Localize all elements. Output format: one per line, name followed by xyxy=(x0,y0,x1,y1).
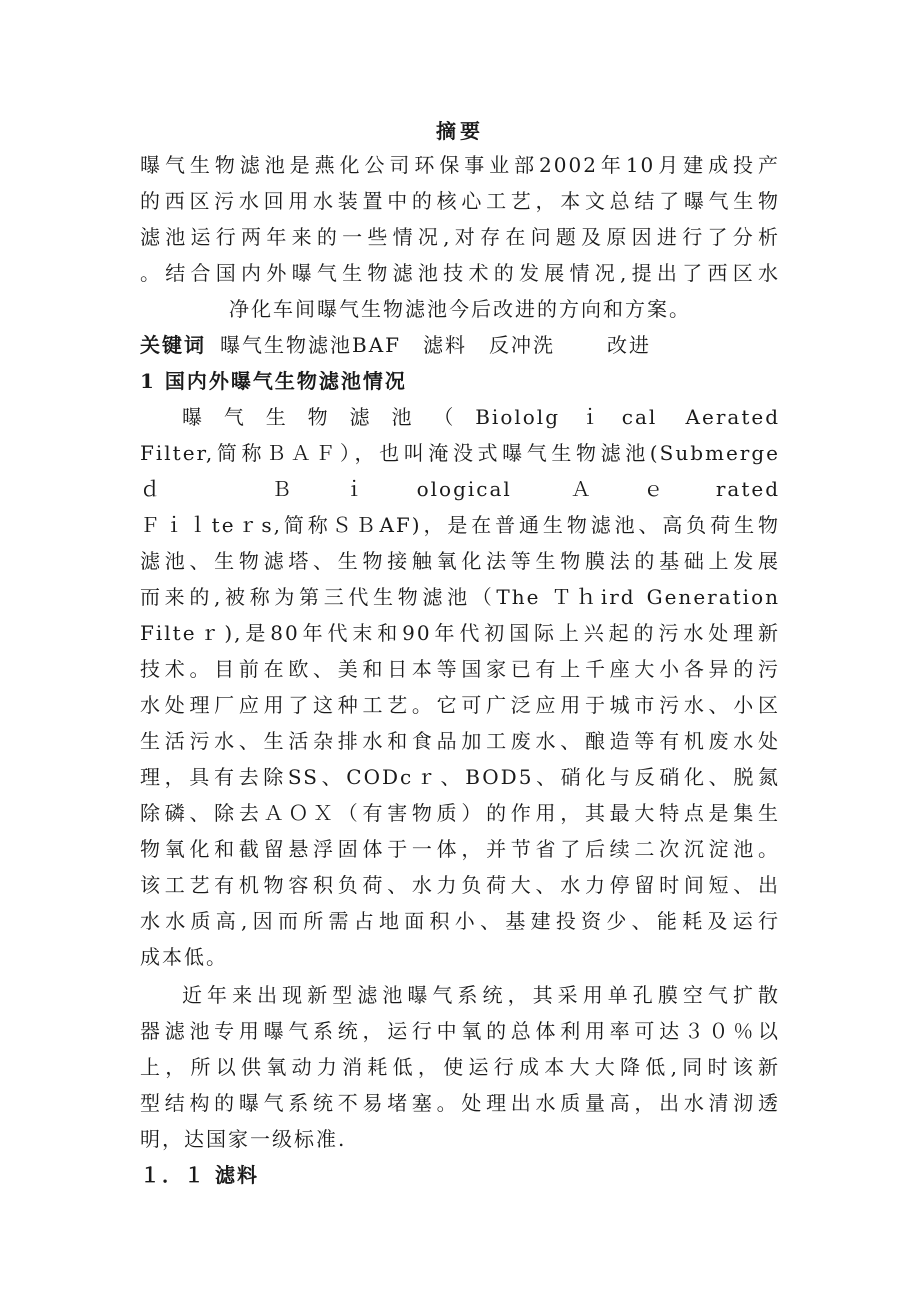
keywords-label: 关键词 xyxy=(140,333,206,357)
paragraph-line: 滤池、生物滤塔、生物接触氧化法等生物膜法的基础上发展 xyxy=(140,549,780,573)
paragraph-line: ｄ Ｂｉological Ａｅrated xyxy=(140,477,780,501)
paragraph-line: 该工艺有机物容积负荷、水力负荷大、水力停留时间短、出 xyxy=(140,873,780,897)
paragraph-line: 理，具有去除SS、CODcｒ、BOD5、硝化与反硝化、脱氮 xyxy=(140,765,780,789)
paragraph-line: 生活污水、生活杂排水和食品加工废水、酿造等有机废水处 xyxy=(140,729,780,753)
keyword-item: 曝气生物滤池BAF xyxy=(220,333,402,357)
paragraph-line: 除磷、除去ＡＯＸ（有害物质）的作用，其最大特点是集生 xyxy=(140,801,780,825)
paragraph-line: 水处理厂应用了这种工艺。它可广泛应用于城市污水、小区 xyxy=(140,693,780,717)
abstract-line-3: 滤池运行两年来的一些情况,对存在问题及原因进行了分析 xyxy=(140,225,780,249)
abstract-line-4: 。结合国内外曝气生物滤池技术的发展情况,提出了西区水 xyxy=(140,261,780,285)
subsection-heading: １．１ 滤料 xyxy=(140,1163,259,1187)
paragraph-line: Filteｒ),是80年代末和90年代初国际上兴起的污水处理新 xyxy=(140,621,780,645)
paragraph-line: 曝气生物滤池（Biololgｉcal Aerated xyxy=(182,405,780,429)
paragraph-line: 物氧化和截留悬浮固体于一体，并节省了后续二次沉淀池。 xyxy=(140,837,780,861)
keyword-item: 滤料 xyxy=(423,333,468,357)
abstract-title: 摘要 xyxy=(436,119,484,143)
paragraph-line: 器滤池专用曝气系统，运行中氧的总体利用率可达３０％以 xyxy=(140,1019,780,1043)
keyword-item: 改进 xyxy=(607,333,652,357)
paragraph-line: 而来的,被称为第三代生物滤池（The Ｔｈird Generation xyxy=(140,585,780,609)
paragraph-line: 水水质高,因而所需占地面积小、基建投资少、能耗及运行 xyxy=(140,909,780,933)
paragraph-line: 近年来出现新型滤池曝气系统，其采用单孔膜空气扩散 xyxy=(182,983,780,1007)
paragraph-line: 上，所以供氧动力消耗低，使运行成本大大降低,同时该新 xyxy=(140,1055,780,1079)
keyword-item: 反冲洗 xyxy=(489,333,556,357)
paragraph-line: 技术。目前在欧、美和日本等国家已有上千座大小各异的污 xyxy=(140,657,780,681)
keywords-row xyxy=(140,332,780,358)
section-heading: 1 国内外曝气生物滤池情况 xyxy=(140,369,407,393)
abstract-line-5: 净化车间曝气生物滤池今后改进的方向和方案。 xyxy=(229,297,691,321)
paragraph-line: 成本低。 xyxy=(140,945,228,969)
paragraph-line: Filter,简称ＢＡＦ），也叫淹没式曝气生物滤池(Submerge xyxy=(140,441,780,465)
paragraph-line: 型结构的曝气系统不易堵塞。处理出水质量高，出水清沏透 xyxy=(140,1091,780,1115)
abstract-line-2: 的西区污水回用水装置中的核心工艺，本文总结了曝气生物 xyxy=(140,189,780,213)
paragraph-line: Ｆｉｌteｒs,简称ＳＢAF)，是在普通生物滤池、高负荷生物 xyxy=(140,513,780,537)
paragraph-line: 明，达国家一级标准. xyxy=(140,1127,347,1151)
abstract-line-1: 曝气生物滤池是燕化公司环保事业部2002年10月建成投产 xyxy=(140,153,780,177)
